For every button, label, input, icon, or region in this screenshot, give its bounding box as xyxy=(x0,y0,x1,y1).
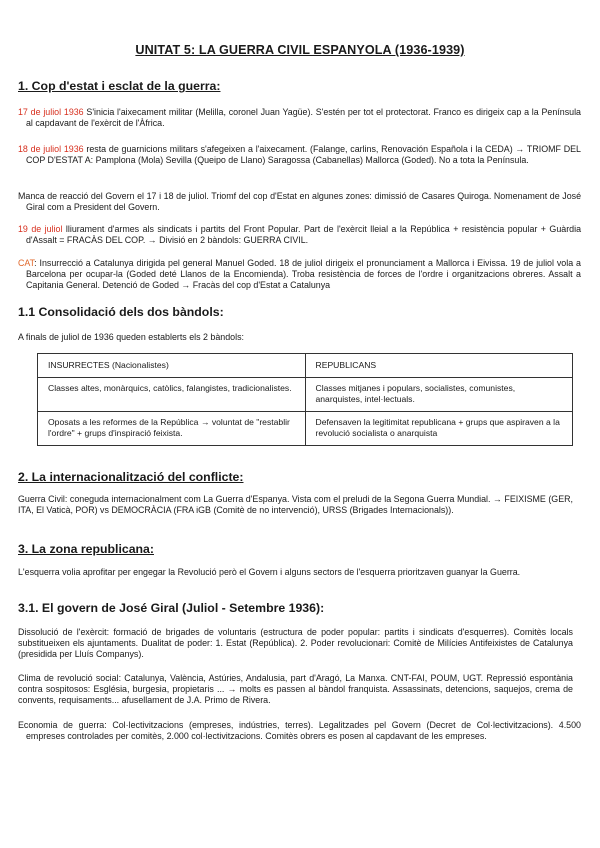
section-2-text: Guerra Civil: coneguda internacionalment com La Guerra d'Espanya. Vista com el preludi de la Segona Guerra Mundial. → FEIXISME (GER, ITA, El Vaticà, POR) vs DEMOCRÀCIA (FRA iGB (Comitè de no intervenció), URSS (Brigades Internacionals)). xyxy=(18,494,573,516)
item-text: Manca de reacció del Govern el 17 i 18 de juliol. Triomf del cop d'Estat en algunes zones: dimissió de Casares Quiroga. Nomenament de José Giral com a President del Govern. xyxy=(18,191,581,213)
section-3-1-paragraph: Dissolució de l'exèrcit: formació de brigades de voluntaris (estructura de poder popular: partits i sindicats d'esquerres). Comitès locals substitueixen els ajuntaments. Dualitat de poder: 1. Estat (República). 2. Poder revolucionari: Comitè de Milícies Antifeixistes de Catalunya (presidida per Lluís Companys). xyxy=(18,627,573,660)
section-1-item-4 xyxy=(18,224,581,246)
section-3-1-heading: 3.1. El govern de José Giral (Juliol - Setembre 1936): xyxy=(18,601,325,615)
date-label: 18 de juliol 1936 xyxy=(18,144,84,154)
table-row xyxy=(38,412,573,446)
document-title: UNITAT 5: LA GUERRA CIVIL ESPANYOLA (1936-1939) xyxy=(135,43,465,57)
table-header-cell: REPUBLICANS xyxy=(305,354,573,378)
table-cell: Defensaven la legitimitat republicana + grups que aspiraven a la revolució socialista o anarquista xyxy=(305,412,573,446)
table-cell: Oposats a les reformes de la República → voluntat de "restablir l'ordre" + grups d'inspiració feixista. xyxy=(38,412,306,446)
item-text: S'inicia l'aixecament militar (Melilla, coronel Juan Yagüe). S'estén per tot el protectorat. Franco es dirigeix cap a la Península al capdavant de l'exèrcit de l'Àfrica. xyxy=(26,107,581,129)
item-text: : Insurrecció a Catalunya dirigida pel general Manuel Goded. 18 de juliol dirigeix el pronunciament a Mallorca i Eivissa. 19 de juliol vola a Barcelona per ocupar-la (Goded deté Llanos de la Encomienda). Troba resistència de forces de l'ordre i organitzacions obreres. Assalt a Capitania General. Detenció de Goded → Fracàs del cop d'Estat a Catalunya xyxy=(26,258,581,291)
section-3-1-paragraph: Clima de revolució social: Catalunya, València, Astúries, Andalusia, part d'Aragó, La Manxa. CNT-FAI, POUM, UGT. Repressió espontània contra sospitosos: Església, burgesia, propietaris ... → molts es passen al bàndol franquista. Assassinats, detencions, saquejos, crema de convents, requisaments... afusellament de J.A. Primo de Rivera. xyxy=(18,673,573,706)
item-text: resta de guarnicions militars s'afegeixen a l'aixecament. (Falange, carlins, Renovación Española i la CEDA) → TRIOMF DEL COP D'ESTAT A: Pamplona (Mola) Sevilla (Queipo de Llano) Saragossa (Cabanellas) Mallorca (Goded). No a tota la Península. xyxy=(26,144,581,166)
table-header-cell: INSURRECTES (Nacionalistes) xyxy=(38,354,306,378)
section-1-item-5 xyxy=(18,258,581,291)
section-1-1-heading: 1.1 Consolidació dels dos bàndols: xyxy=(18,305,224,319)
section-2-heading: 2. La internacionalització del conflicte: xyxy=(18,470,244,484)
date-label: 17 de juliol 1936 xyxy=(18,107,84,117)
item-text: lliurament d'armes als sindicats i partits del Front Popular. Part de l'exèrcit lleial a la República + resistència popular + Guàrdia d'Assalt = FRACÀS DEL COP. → Divisió en 2 bàndols: GUERRA CIVIL. xyxy=(26,224,582,246)
section-1-item-1 xyxy=(18,107,581,129)
table-cell: Classes altes, monàrquics, catòlics, falangistes, tradicionalistes. xyxy=(38,378,306,412)
table-row xyxy=(38,378,573,412)
section-1-item-2 xyxy=(18,144,581,166)
date-label: 19 de juliol xyxy=(18,224,63,234)
table-header-row xyxy=(38,354,573,378)
bands-table xyxy=(37,353,573,446)
section-1-1-intro: A finals de juliol de 1936 queden establerts els 2 bàndols: xyxy=(18,332,244,342)
region-label: CAT xyxy=(18,258,35,268)
section-3-heading: 3. La zona republicana: xyxy=(18,542,154,556)
section-3-text: L'esquerra volia aprofitar per engegar la Revolució però el Govern i alguns sectors de l'esquerra prioritzaven guanyar la Guerra. xyxy=(18,567,521,577)
table-cell: Classes mitjanes i populars, socialistes, comunistes, anarquistes, intel·lectuals. xyxy=(305,378,573,412)
section-3-1-paragraph: Economia de guerra: Col·lectivitzacions (empreses, indústries, terres). Legalitzades pel Govern (Decret de Col·lectivitzacions). 4.500 empreses controlades per comitès, 2.000 col·lectivitzacions. Comitès obrers es posen al capdavant de les empreses. xyxy=(18,720,581,742)
section-1-item-3 xyxy=(18,191,581,213)
section-1-heading: 1. Cop d'estat i esclat de la guerra: xyxy=(18,79,221,93)
